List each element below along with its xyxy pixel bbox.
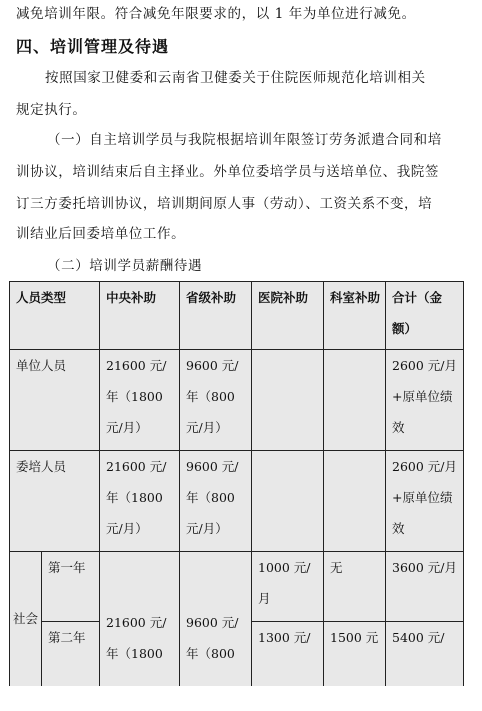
sub-heading: （二）培训学员薪酬待遇	[47, 258, 203, 274]
social-type-cell: 社会	[10, 552, 42, 686]
hospital-subsidy-cell	[252, 350, 324, 451]
total-cell: 2600 元/月+原单位绩效	[386, 350, 464, 451]
body-line: 订三方委托培训协议，培训期间原人事（劳动）、工资关系不变，培	[16, 196, 433, 212]
body-line: 规定执行。	[16, 102, 87, 118]
header-cell: 医院补助	[252, 282, 324, 350]
total-cell: 5400 元/	[386, 622, 464, 686]
header-cell: 合计（金额）	[386, 282, 464, 350]
department-subsidy-cell: 无	[324, 552, 386, 622]
central-subsidy-cell: 21600 元/年（1800	[100, 552, 180, 686]
central-subsidy-cell: 21600 元/年（1800 元/月）	[100, 350, 180, 451]
table-header-row	[10, 282, 464, 350]
provincial-subsidy-cell: 9600 元/年（800	[180, 552, 252, 686]
header-cell: 人员类型	[10, 282, 100, 350]
salary-table	[9, 281, 464, 686]
person-type-cell: 委培人员	[10, 451, 100, 552]
body-line: 按照国家卫健委和云南省卫健委关于住院医师规范化培训相关	[45, 70, 426, 86]
table-row	[10, 451, 464, 552]
department-subsidy-cell	[324, 350, 386, 451]
total-cell: 2600 元/月+原单位绩效	[386, 451, 464, 552]
table-row	[10, 552, 464, 622]
header-cell: 省级补助	[180, 282, 252, 350]
header-cell: 中央补助	[100, 282, 180, 350]
body-line: 训协议，培训结束后自主择业。外单位委培学员与送培单位、我院签	[16, 164, 439, 180]
provincial-subsidy-cell: 9600 元/年（800 元/月）	[180, 350, 252, 451]
person-type-cell: 单位人员	[10, 350, 100, 451]
hospital-subsidy-cell: 1000 元/月	[252, 552, 324, 622]
hospital-subsidy-cell	[252, 451, 324, 552]
hospital-subsidy-cell: 1300 元/	[252, 622, 324, 686]
body-line: （一）自主培训学员与我院根据培训年限签订劳务派遣合同和培	[47, 132, 442, 148]
provincial-subsidy-cell: 9600 元/年（800 元/月）	[180, 451, 252, 552]
year-cell: 第二年	[42, 622, 100, 686]
year-cell: 第一年	[42, 552, 100, 622]
table-row	[10, 350, 464, 451]
department-subsidy-cell: 1500 元	[324, 622, 386, 686]
total-cell: 3600 元/月	[386, 552, 464, 622]
body-line: 训结业后回委培单位工作。	[16, 226, 186, 242]
department-subsidy-cell	[324, 451, 386, 552]
body-line: 减免培训年限。符合减免年限要求的，以 1 年为单位进行减免。	[16, 6, 416, 22]
central-subsidy-cell: 21600 元/年（1800 元/月）	[100, 451, 180, 552]
header-cell: 科室补助	[324, 282, 386, 350]
section-heading: 四、培训管理及待遇	[16, 37, 170, 56]
